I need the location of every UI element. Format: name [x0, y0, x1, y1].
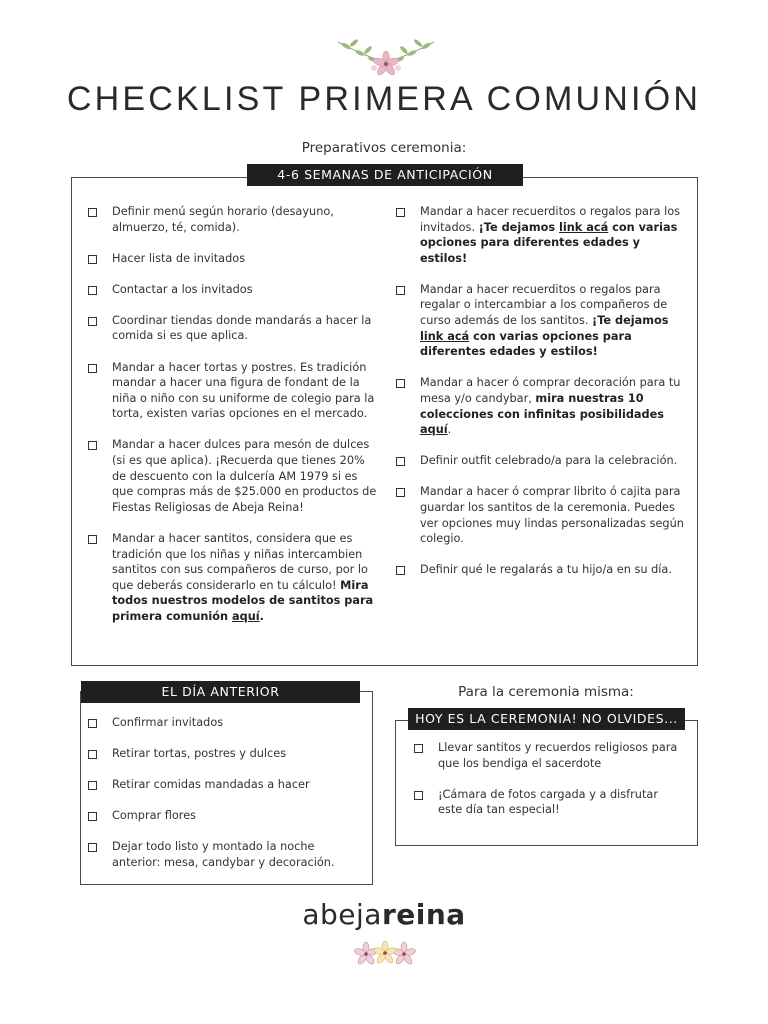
section-banner: HOY ES LA CEREMONIA! NO OLVIDES...	[408, 708, 685, 730]
highlight-text: Mira todos nuestros modelos de santitos para primera comunión	[112, 578, 374, 623]
checklist-item: Llevar santitos y recuerdos religiosos para que los bendiga el sacerdote	[414, 740, 684, 771]
checkbox-icon[interactable]	[396, 566, 405, 575]
checkbox-icon[interactable]	[88, 364, 97, 373]
checklist-item: Retirar tortas, postres y dulces	[88, 746, 358, 762]
checklist-item: Coordinar tiendas donde mandarás a hacer la comida si es que aplica.	[88, 313, 380, 344]
checklist-item: Mandar a hacer recuerditos o regalos para los invitados. ¡Te dejamos link acá con varias opciones para diferentes edades y estilos!	[396, 204, 691, 266]
checkbox-icon[interactable]	[88, 843, 97, 852]
checkbox-icon[interactable]	[88, 535, 97, 544]
checklist-item: Retirar comidas mandadas a hacer	[88, 777, 358, 793]
checklist-item: Mandar a hacer ó comprar decoración para tu mesa y/o candybar, mira nuestras 10 colecciones con infinitas posibilidades aquí.	[396, 375, 691, 437]
checklist-item: Mandar a hacer ó comprar librito ó cajita para guardar los santitos de la ceremonia. Puedes ver opciones muy lindas personalizadas según colegio.	[396, 484, 691, 546]
checkbox-icon[interactable]	[88, 441, 97, 450]
checkbox-icon[interactable]	[88, 286, 97, 295]
checkbox-icon[interactable]	[396, 488, 405, 497]
checklist-item: Definir outfit celebrado/a para la celebración.	[396, 453, 691, 469]
link-aqui[interactable]: aquí	[232, 609, 260, 623]
checklist-item: Definir menú según horario (desayuno, almuerzo, té, comida).	[88, 204, 380, 235]
checkbox-icon[interactable]	[88, 208, 97, 217]
section-banner: EL DÍA ANTERIOR	[81, 681, 360, 703]
link-aca[interactable]: link acá	[420, 329, 470, 343]
checklist-item: Dejar todo listo y montado la noche anterior: mesa, candybar y decoración.	[88, 839, 358, 870]
checklist-item: ¡Cámara de fotos cargada y a disfrutar este día tan especial!	[414, 787, 684, 818]
checklist-column-day-before	[88, 715, 358, 886]
checkbox-icon[interactable]	[88, 812, 97, 821]
checkbox-icon[interactable]	[396, 208, 405, 217]
link-aqui[interactable]: aquí	[420, 423, 448, 437]
checkbox-icon[interactable]	[88, 781, 97, 790]
checklist-column-right	[396, 204, 691, 593]
checklist-column-ceremony	[414, 740, 684, 833]
checklist-item: Mandar a hacer dulces para mesón de dulces (si es que aplica). ¡Recuerda que tienes 20% de descuento con la dulcería AM 1979 si es que compras más de $25.000 en productos de Fiestas Religiosas de Abeja Reina!	[88, 437, 380, 515]
flowers-icon	[350, 936, 420, 970]
checklist-item: Contactar a los invitados	[88, 282, 380, 298]
section-subtitle: Para la ceremonia misma:	[458, 684, 634, 700]
section-subtitle: Preparativos ceremonia:	[301, 140, 467, 156]
checkbox-icon[interactable]	[396, 457, 405, 466]
checkbox-icon[interactable]	[396, 379, 405, 388]
checkbox-icon[interactable]	[88, 255, 97, 264]
checklist-item: Definir qué le regalarás a tu hijo/a en su día.	[396, 562, 691, 578]
checklist-item: Comprar flores	[88, 808, 358, 824]
page-title: CHECKLIST PRIMERA COMUNIÓN	[66, 80, 702, 118]
floral-wreath-icon	[334, 34, 438, 80]
checkbox-icon[interactable]	[88, 750, 97, 759]
checklist-item: Mandar a hacer santitos, considera que es tradición que los niñas y niñas intercambien santitos con sus compañeros de curso, por lo que deberás considerarlo en tu cálculo! Mira todos nuestros modelos de santitos para primera comunión aquí.	[88, 531, 380, 625]
checkbox-icon[interactable]	[414, 791, 423, 800]
checklist-item: Confirmar invitados	[88, 715, 358, 731]
brand-logo: abejareina	[302, 898, 466, 931]
checklist-item: Mandar a hacer tortas y postres. Es tradición mandar a hacer una figura de fondant de la niña o niño con su uniforme de colegio para la torta, existen varias opciones en el mercado.	[88, 360, 380, 422]
link-aca[interactable]: link acá	[559, 220, 609, 234]
checkbox-icon[interactable]	[88, 317, 97, 326]
checkbox-icon[interactable]	[396, 286, 405, 295]
section-banner: 4-6 SEMANAS DE ANTICIPACIÓN	[247, 164, 523, 186]
checkbox-icon[interactable]	[88, 719, 97, 728]
checklist-item: Hacer lista de invitados	[88, 251, 380, 267]
checklist-item: Mandar a hacer recuerditos o regalos para regalar o intercambiar a los compañeros de curso además de los santitos. ¡Te dejamos link acá con varias opciones para diferentes edades y estilos!	[396, 282, 691, 360]
checklist-column-left	[88, 204, 380, 640]
checkbox-icon[interactable]	[414, 744, 423, 753]
